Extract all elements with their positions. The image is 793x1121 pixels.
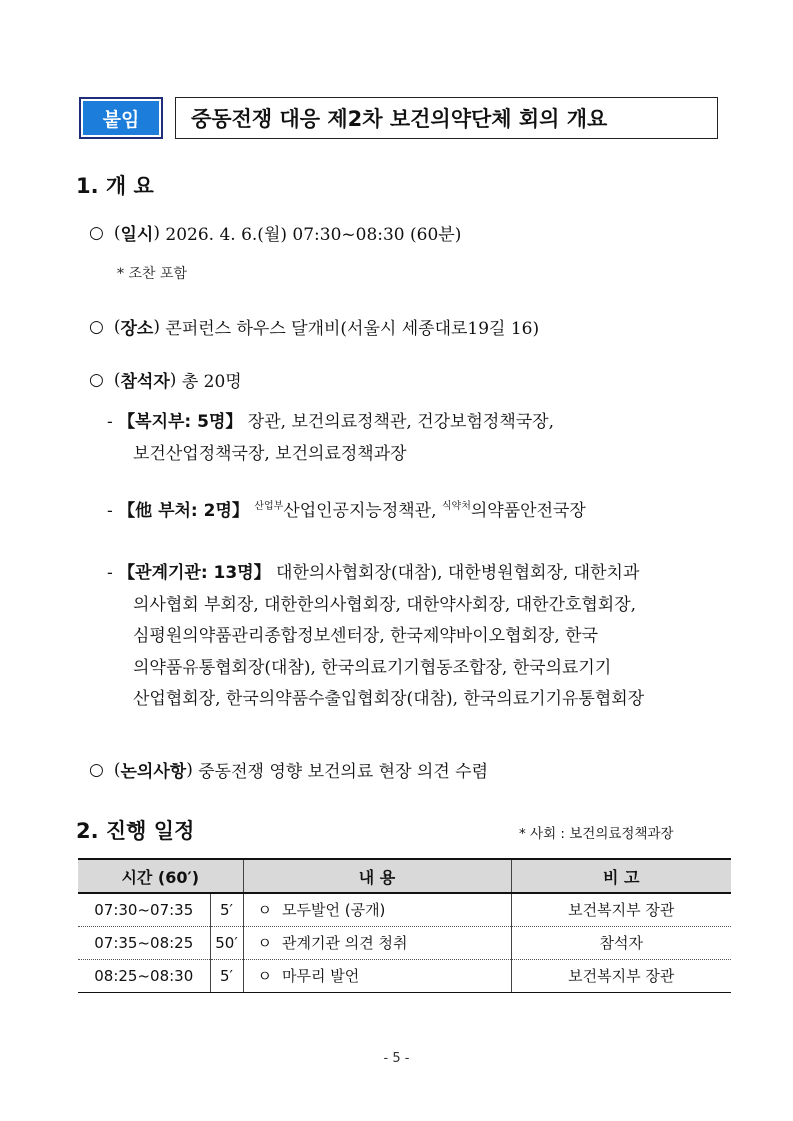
section1-title: 1. 개 요 — [76, 174, 154, 198]
ministry-sup-mfds: 식약처 — [441, 501, 471, 512]
attendees-label: 참석자 — [120, 372, 170, 392]
row-content-cell — [243, 959, 511, 992]
attachment-badge-label: 붙임 — [83, 101, 159, 135]
group-institutions-line: 의약품유통협회장(대참), 한국의료기기협동조합장, 한국의료기기 — [133, 657, 612, 678]
group-institutions-line: 의사협회 부회장, 대한한의사협회장, 대한약사회장, 대한간호협회장, — [133, 594, 637, 615]
date-label: 일시 — [120, 225, 154, 245]
row-content: 모두발언 (공개) — [282, 901, 386, 920]
circle-bullet-icon: ○ — [89, 369, 104, 390]
dash-bullet: - — [107, 412, 113, 432]
header-content: 내 용 — [243, 859, 511, 893]
group-institutions-label: 【관계기관: 13명】 — [118, 563, 271, 583]
row-remark: 참석자 — [511, 926, 731, 959]
document-title: 중동전쟁 대응 제2차 보건의약단체 회의 개요 — [175, 97, 718, 139]
document-header — [79, 97, 718, 139]
schedule-table — [78, 858, 731, 993]
row-minutes: 50′ — [210, 926, 243, 959]
row-content: 마무리 발언 — [282, 967, 360, 985]
place-value: 콘퍼런스 하우스 달개비(서울시 세종대로19길 16) — [165, 319, 540, 339]
row-content-cell — [243, 893, 511, 926]
group-other-ministries — [107, 496, 586, 530]
group-mohw-line: 보건산업정책국장, 보건의료정책과장 — [133, 443, 407, 464]
group-institutions — [107, 558, 644, 716]
group-mohw — [107, 407, 554, 470]
dash-bullet: - — [107, 501, 113, 521]
circle-bullet-icon: ○ — [89, 316, 104, 337]
small-circle-bullet-icon: ㅇ — [257, 967, 272, 985]
agenda-label: 논의사항 — [120, 762, 187, 782]
header-time: 시간 (60′) — [78, 859, 243, 893]
group-institutions-line: 심평원의약품관리종합정보센터장, 한국제약바이오협회장, 한국 — [133, 626, 599, 646]
table-row — [78, 926, 731, 959]
group-mohw-line: 장관, 보건의료정책관, 건강보험정책국장, — [247, 412, 554, 432]
row-time: 07:35~08:25 — [78, 926, 210, 959]
row-minutes: 5′ — [210, 959, 243, 992]
attachment-badge — [79, 97, 163, 139]
row-remark: 보건복지부 장관 — [511, 893, 731, 926]
section2-title: 2. 진행 일정 — [76, 819, 195, 843]
group-other-label: 【他 부처: 2명】 — [118, 501, 249, 521]
row-content-cell — [243, 926, 511, 959]
place-item: ○ ( 장소 ) 콘퍼런스 하우스 달개비(서울시 세종대로19길 16) — [89, 314, 539, 339]
row-minutes: 5′ — [210, 893, 243, 926]
circle-bullet-icon: ○ — [89, 759, 104, 780]
table-header-row — [78, 859, 731, 893]
ministry-sup-motie: 산업부 — [254, 501, 284, 512]
header-remark: 비 고 — [511, 859, 731, 893]
small-circle-bullet-icon: ㅇ — [257, 901, 272, 920]
ministry-position-2: 의약품안전국장 — [470, 501, 586, 521]
row-time: 07:30~07:35 — [78, 893, 210, 926]
agenda-item: ○ ( 논의사항 ) 중동전쟁 영향 보건의료 현장 의견 수렴 — [89, 757, 488, 782]
group-institutions-line: 산업협회장, 한국의약품수출입협회장(대참), 한국의료기기유통협회장 — [133, 689, 645, 709]
small-circle-bullet-icon: ㅇ — [257, 934, 272, 952]
agenda-value: 중동전쟁 영향 보건의료 현장 의견 수렴 — [198, 762, 489, 782]
row-content: 관계기관 의견 청취 — [282, 934, 408, 952]
table-row — [78, 959, 731, 992]
dash-bullet: - — [107, 563, 113, 583]
table-row — [78, 893, 731, 926]
date-note: * 조찬 포함 — [117, 266, 187, 282]
group-mohw-label: 【복지부: 5명】 — [118, 412, 243, 432]
row-remark: 보건복지부 장관 — [511, 959, 731, 992]
place-label: 장소 — [120, 319, 154, 339]
attendees-item: ○ ( 참석자 ) 총 20명 — [89, 367, 242, 392]
ministry-position-1: 산업인공지능정책관, — [283, 501, 442, 521]
date-value: 2026. 4. 6.(월) 07:30~08:30 (60분) — [165, 225, 462, 245]
circle-bullet-icon: ○ — [89, 222, 104, 243]
attendees-value: 총 20명 — [181, 372, 242, 392]
page-number: - 5 - — [383, 1051, 410, 1066]
group-institutions-line: 대한의사협회장(대참), 대한병원협회장, 대한치과 — [276, 563, 640, 583]
date-item: ○ ( 일시 ) 2026. 4. 6.(월) 07:30~08:30 (60분) — [89, 220, 461, 245]
row-time: 08:25~08:30 — [78, 959, 210, 992]
schedule-note: * 사회 : 보건의료정책과장 — [519, 826, 674, 842]
